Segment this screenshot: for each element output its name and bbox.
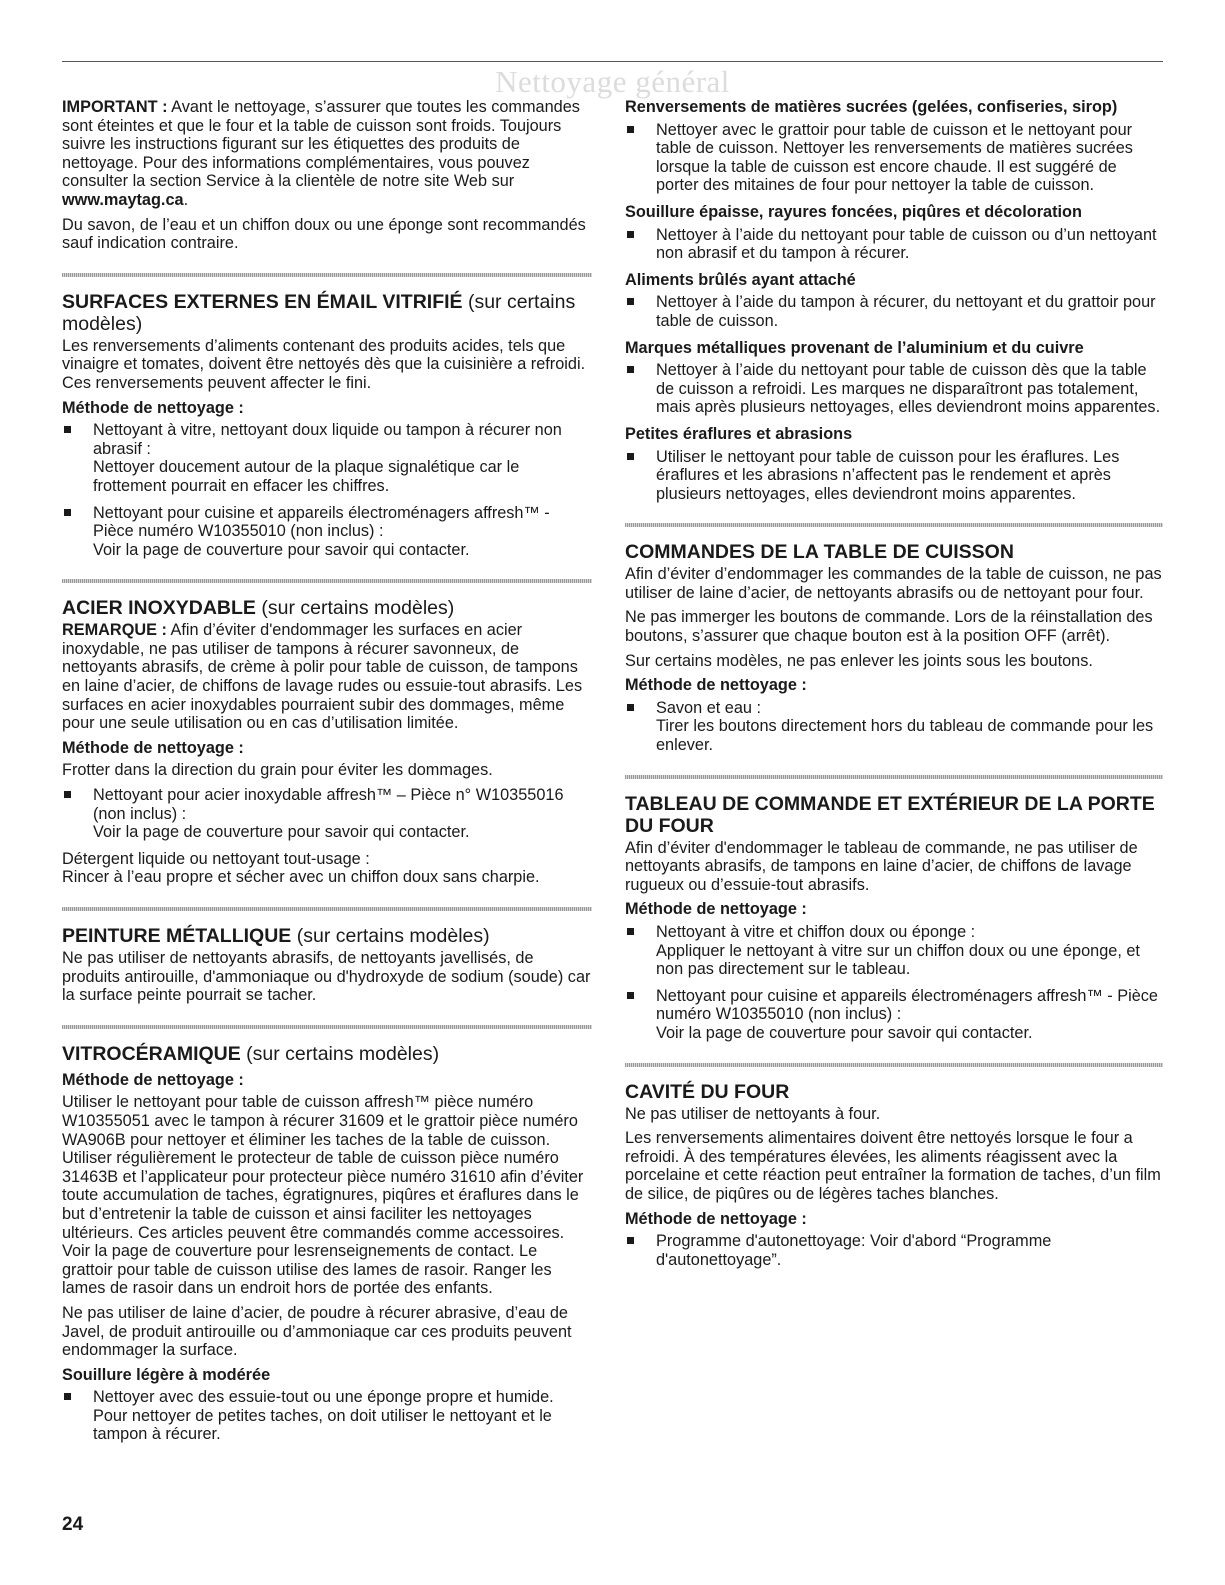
metal-marks-heading: Marques métalliques provenant de l’aluminium et du cuivre [625,338,1084,357]
scratches-heading: Petites éraflures et abrasions [625,424,853,443]
list-item-text: Savon et eau : [656,698,762,717]
steel-detergent [62,850,592,887]
metal-marks-list [625,361,1163,417]
list-item [625,448,1163,504]
list-item-text: Nettoyer à l’aide du nettoyant pour table de cuisson ou d’un nettoyant non abrasif et du tampon à récurer. [656,225,1157,263]
page-title: Nettoyage général [495,64,730,99]
important-text: Avant le nettoyage, s’assurer que toutes les commandes sont éteintes et que le four et la table de cuisson sont froids. Toujours suivre les instructions figurant sur les étiquettes des produits de nettoyage. Pour des informations complémentaires, vous pouvez consulter la section Service à la clientèle de notre site Web sur [62,98,580,191]
list-item-detail: Nettoyer doucement autour de la plaque signalétique car le frottement pourrait en effacer les chiffres. [93,458,520,495]
section-divider [62,907,592,911]
email-method-heading: Méthode de nettoyage : [62,398,244,417]
list-item-text: Nettoyant à vitre, nettoyant doux liquide ou tampon à récurer non abrasif : [93,421,562,458]
website-link[interactable]: www.maytag.ca [62,190,184,209]
section-divider [62,273,592,277]
burnt-list [625,293,1163,330]
bullet-icon [627,231,634,238]
cavity-method-list [625,1232,1163,1269]
controls-p3: Sur certains modèles, ne pas enlever les joints sous les boutons. [625,651,1093,670]
list-item-text: Utiliser le nettoyant pour table de cuisson pour les éraflures. Les éraflures et les abrasions n’affectent pas le rendement et après plusieurs nettoyages, elles deviendront moins apparentes. [656,447,1120,503]
paint-heading-rest: (sur certains modèles) [291,925,490,947]
paint-heading-bold: PEINTURE MÉTALLIQUE [62,925,292,947]
bullet-icon [627,366,634,373]
email-heading [62,291,592,335]
bullet-icon [64,791,71,798]
email-method-list [62,421,592,559]
page-number: 24 [62,1514,84,1535]
panel-heading-text: TABLEAU DE COMMANDE ET EXTÉRIEUR DE LA PORTE DU FOUR [625,792,1155,837]
controls-method-heading: Méthode de nettoyage : [625,676,807,695]
steel-method-list [62,786,592,842]
paint-body: Ne pas utiliser de nettoyants abrasifs, de nettoyants javellisés, de produits antirouille, d'ammoniaque ou d'hydroxyde de sodium (soude) car la surface peinte pourrait se tacher. [62,949,591,1005]
bullet-icon [64,509,71,516]
cavity-method-heading: Méthode de nettoyage : [625,1209,807,1228]
cavity-p2: Les renversements alimentaires doivent être nettoyés lorsque le four a refroidi. À des températures élevées, les aliments réagissent avec la porcelaine et cette réaction peut entraîner la formation de taches, d’un film de silice, de piqûres ou de légères taches blanches. [625,1129,1161,1203]
list-item-text: Nettoyer à l’aide du tampon à récurer, du nettoyant et du grattoir pour table de cuisson. [656,293,1156,330]
bullet-icon [627,126,634,133]
cavity-heading-text: CAVITÉ DU FOUR [625,1080,790,1103]
list-item-detail: Tirer les boutons directement hors du tableau de commande pour les enlever. [656,717,1154,755]
heavy-soil-list [625,226,1163,263]
list-item [625,699,1163,755]
rinse-line: Rincer à l’eau propre et sécher avec un chiffon doux sans charpie. [62,868,540,887]
ceramic-heading [62,1043,592,1065]
steel-grain-text: Frotter dans la direction du grain pour éviter les dommages. [62,761,493,780]
list-item-detail: Voir la page de couverture pour savoir qui contacter. [656,1023,1033,1042]
list-item-text: Nettoyer avec des essuie-tout ou une éponge propre et humide. Pour nettoyer de petites taches, on doit utiliser le nettoyant et le tampon à récurer. [93,1388,554,1444]
left-column [62,98,592,1452]
list-item-text: Nettoyant pour cuisine et appareils électroménagers affresh™ - Pièce numéro W10355010 (non inclus) : [93,503,550,541]
important-paragraph [62,98,592,210]
scratches-list [625,448,1163,504]
section-divider [62,1025,592,1029]
steel-method-heading: Méthode de nettoyage : [62,738,244,757]
panel-method-list [625,923,1163,1043]
panel-heading [625,793,1163,837]
list-item [62,421,592,495]
bullet-icon [627,298,634,305]
cavity-heading [625,1081,1163,1103]
controls-p1: Afin d’éviter d’endommager les commandes de la table de cuisson, ne pas utiliser de laine d’acier, de nettoyants abrasifs ou de nettoyant pour four. [625,565,1162,602]
bullet-icon [627,992,634,999]
list-item-text: Nettoyant à vitre et chiffon doux ou éponge : [656,923,976,941]
email-body: Les renversements d’aliments contenant des produits acides, tels que vinaigre et tomates, doivent être nettoyés dès que la cuisinière a refroidi. Ces renversements peuvent affecter le fini. [62,336,586,392]
section-divider [625,775,1163,779]
list-item [62,786,592,842]
list-item [62,1388,592,1444]
list-item-text: Nettoyant pour acier inoxydable affresh™ – Pièce n° W10355016 (non inclus) : [93,786,564,823]
email-heading-rest: (sur certains modèles) [62,290,576,335]
steel-heading [62,597,592,619]
right-column [625,98,1163,1277]
email-heading-bold: SURFACES EXTERNES EN ÉMAIL VITRIFIÉ [62,290,463,313]
list-item [625,121,1163,195]
bullet-icon [627,928,634,935]
controls-heading-text: COMMANDES DE LA TABLE DE CUISSON [625,541,1014,564]
remark-label: REMARQUE : [62,621,167,640]
panel-body: Afin d’éviter d'endommager le tableau de commande, ne pas utiliser de nettoyants abrasifs, de tampons en laine d’acier, de chiffons de lavage rugueux ou d’essuie-tout abrasifs. [625,838,1138,894]
section-divider [625,1063,1163,1067]
important-label: IMPORTANT : [62,98,168,116]
steel-remark [62,621,592,733]
list-item [625,361,1163,417]
ceramic-heading-bold: VITROCÉRAMIQUE [62,1042,241,1065]
remark-text: Afin d’éviter d'endommager les surfaces en acier inoxydable, ne pas utiliser de tampons à récurer savonneux, de nettoyants abrasifs, de crème à polir pour table de cuisson, de tampons en laine d’acier, de chiffons de lavage rudes ou essuie-tout abrasifs. Les surfaces en acier inoxydables pourraient subir des dommages, même pour une seule utilisation ou en cas d’utilisation limitée. [62,621,583,733]
steel-heading-rest: (sur certains modèles) [255,597,455,620]
list-item [625,987,1163,1043]
paint-heading [62,925,592,947]
controls-method-list [625,699,1163,755]
section-divider [62,579,592,583]
list-item-detail: Appliquer le nettoyant à vitre sur un chiffon doux ou une éponge, et non pas directement sur le tableau. [656,941,1140,979]
ceramic-body-1: Utiliser le nettoyant pour table de cuisson affresh™ pièce numéro W10355051 avec le tampon à récurer 31609 et le grattoir pièce numéro WA906B pour nettoyer et éliminer les taches de la table de cuisson. Utiliser régulièrement le protecteur de table de cuisson pièce numéro 31463B et l’applicateur pour protecteur pièce numéro 31610 afin d’éviter toute accumulation de taches, égratignures, piqûres et éraflures dans le but d’entretenir la table de cuisson et ainsi faciliter les nettoyages ultérieurs. Ces articles peuvent être commandés comme accessoires. Voir la page de couverture pour lesrenseignements de contact. Le grattoir pour table de cuisson utilise des lames de rasoir. Ranger les lames de rasoir dans un endroit hors de portée des enfants. [62,1093,584,1298]
list-item-text: Nettoyant pour cuisine et appareils électroménagers affresh™ - Pièce numéro W10355010 (non inclus) : [656,986,1158,1024]
bullet-icon [627,1237,634,1244]
list-item [625,1232,1163,1269]
list-item-text: Programme d'autonettoyage: Voir d'abord “Programme d'autonettoyage”. [656,1232,1052,1269]
bullet-icon [627,704,634,711]
ceramic-method-heading: Méthode de nettoyage : [62,1070,244,1089]
list-item [625,226,1163,263]
list-item-detail: Voir la page de couverture pour savoir qui contacter. [93,823,470,842]
steel-heading-bold: ACIER INOXYDABLE [62,597,256,620]
detergent-line: Détergent liquide ou nettoyant tout-usage : [62,849,370,868]
ceramic-body-2: Ne pas utiliser de laine d’acier, de poudre à récurer abrasive, d’eau de Javel, de produit antirouille ou d’ammoniaque car ces produits peuvent endommager la surface. [62,1303,572,1360]
important-period: . [183,190,189,209]
heavy-soil-heading: Souillure épaisse, rayures foncées, piqûres et décoloration [625,202,1082,221]
list-item [62,504,592,560]
sugar-list [625,121,1163,195]
controls-heading [625,541,1163,563]
list-item [625,923,1163,979]
controls-p2: Ne pas immerger les boutons de commande. Lors de la réinstallation des boutons, s’assurer que chaque bouton est à la position OFF (arrêt). [625,608,1153,646]
list-item-detail: Voir la page de couverture pour savoir qui contacter. [93,540,470,559]
list-item-text: Nettoyer avec le grattoir pour table de cuisson et le nettoyant pour table de cuisson. Nettoyer les renversements de matières sucrées lorsque la table de cuisson est encore chaude. Il est suggéré de porter des mitaines de four pour nettoyer la table de cuisson. [656,120,1133,195]
section-divider [625,523,1163,527]
bullet-icon [627,453,634,460]
panel-method-heading: Méthode de nettoyage : [625,900,807,919]
light-soil-heading: Souillure légère à modérée [62,1365,271,1384]
soap-paragraph: Du savon, de l’eau et un chiffon doux ou une éponge sont recommandés sauf indication contraire. [62,215,586,253]
bullet-icon [64,426,71,433]
cavity-p1: Ne pas utiliser de nettoyants à four. [625,1104,881,1123]
burnt-heading: Aliments brûlés ayant attaché [625,270,856,289]
bullet-icon [64,1393,71,1400]
light-soil-list [62,1388,592,1444]
list-item-text: Nettoyer à l’aide du nettoyant pour table de cuisson dès que la table de cuisson a refroidi. Les marques ne disparaîtront pas totalement, mais après plusieurs nettoyages, elles deviendront moins apparentes. [656,361,1161,417]
list-item [625,293,1163,330]
ceramic-heading-rest: (sur certains modèles) [240,1042,440,1065]
sugar-heading: Renversements de matières sucrées (gelées, confiseries, sirop) [625,98,1118,116]
